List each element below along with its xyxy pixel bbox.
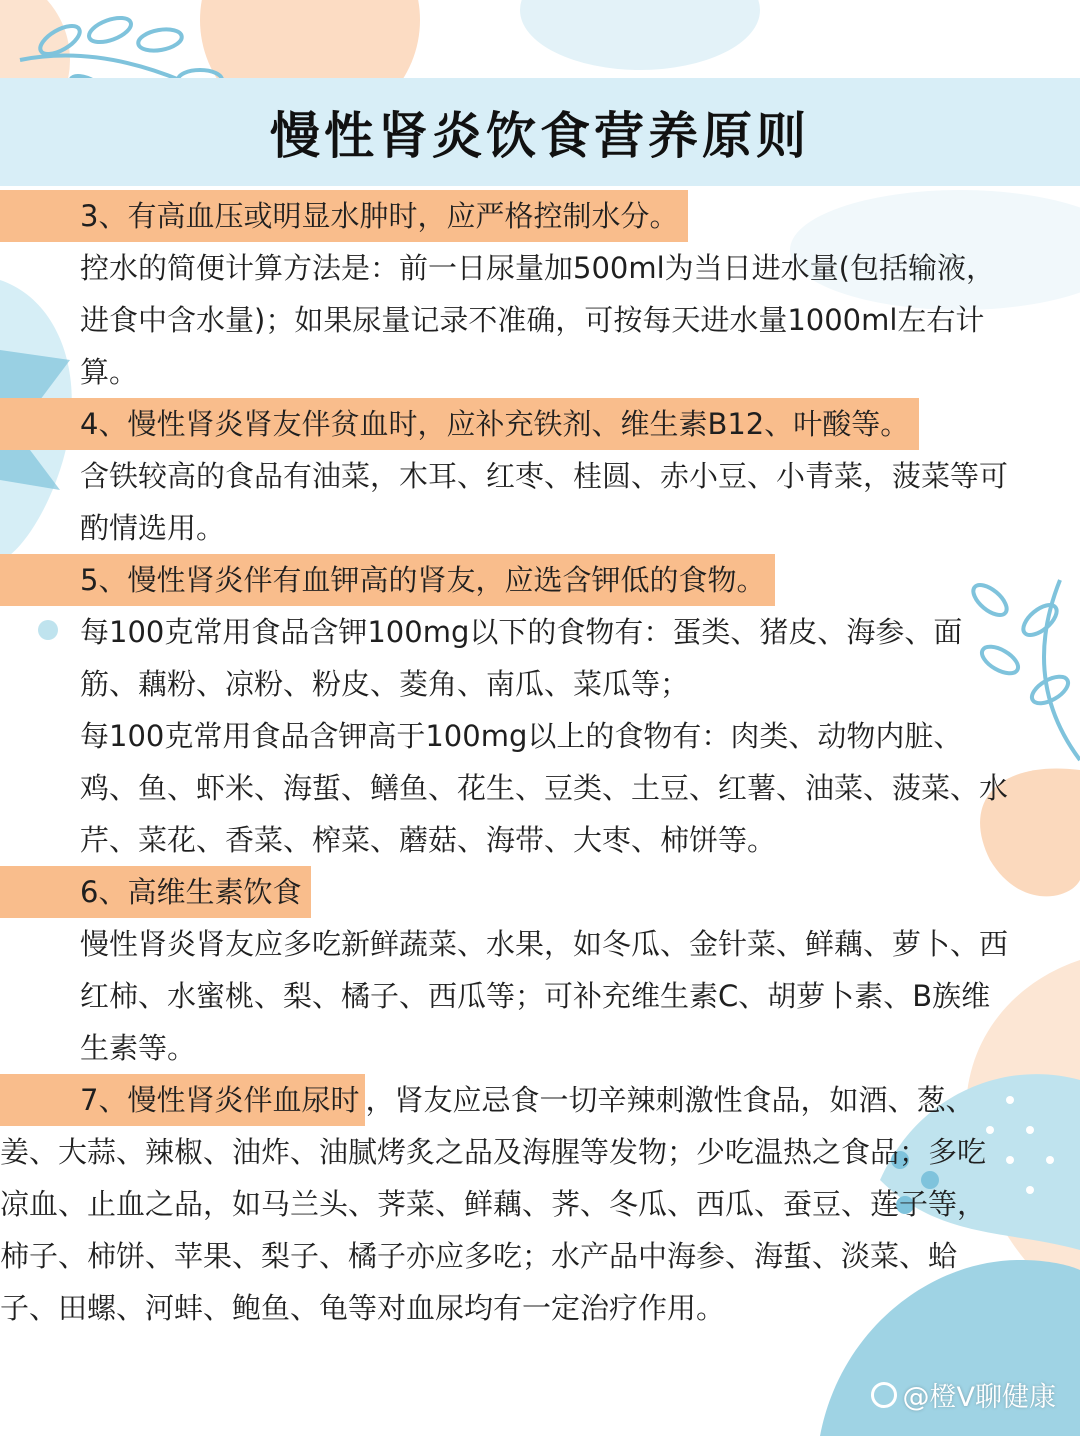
section-7 [0, 1074, 1080, 1334]
article-content [0, 190, 1080, 1334]
section-3 [0, 190, 1080, 398]
section-heading: 7、慢性肾炎伴血尿时 [0, 1074, 365, 1126]
section-paragraph: 每100克常用食品含钾高于100mg以上的食物有：肉类、动物内脏、鸡、鱼、虾米、海蜇、鳝鱼、花生、豆类、土豆、红薯、油菜、菠菜、水芹、菜花、香菜、榨菜、蘑菇、海带、大枣、柿饼等。 [80, 719, 1009, 857]
section-7-body [0, 1074, 1080, 1334]
light-blue-blob-top [520, 0, 760, 70]
title-banner [0, 78, 1080, 186]
section-heading: 4、慢性肾炎肾友伴贫血时，应补充铁剂、维生素B12、叶酸等。 [0, 398, 919, 450]
section-paragraph: 控水的简便计算方法是：前一日尿量加500ml为当日进水量(包括输液，进食中含水量)；如果尿量记录不准确，可按每天进水量1000ml左右计算。 [80, 251, 995, 389]
section-6 [0, 866, 1080, 1074]
section-paragraph: 含铁较高的食品有油菜，木耳、红枣、桂圆、赤小豆、小青菜，菠菜等可酌情选用。 [80, 459, 1009, 545]
section-4 [0, 398, 1080, 554]
watermark [871, 1375, 1056, 1414]
watermark-logo-icon [871, 1382, 897, 1408]
watermark-text: @橙V聊健康 [902, 1382, 1056, 1413]
section-heading: 3、有高血压或明显水肿时，应严格控制水分。 [0, 190, 688, 242]
section-paragraph: 慢性肾炎肾友应多吃新鲜蔬菜、水果，如冬瓜、金针菜、鲜藕、萝卜、西红柿、水蜜桃、梨、橘子、西瓜等；可补充维生素C、胡萝卜素、B族维生素等。 [80, 927, 1009, 1065]
section-paragraph: ，肾友应忌食一切辛辣刺激性食品，如酒、葱、姜、大蒜、辣椒、油炸、油腻烤炙之品及海腥等发物；少吃温热之食品；多吃凉血、止血之品，如马兰头、荠菜、鲜藕、荠、冬瓜、西瓜、蚕豆、莲子等，柿子、柿饼、苹果、梨子、橘子亦应多吃；水产品中海参、海蜇、淡菜、蛤子、田螺、河蚌、鲍鱼、龟等对血尿均有一定治疗作用。 [0, 1083, 987, 1325]
section-heading: 5、慢性肾炎伴有血钾高的肾友，应选含钾低的食物。 [0, 554, 775, 606]
section-heading: 6、高维生素饮食 [0, 866, 311, 918]
section-paragraph: 每100克常用食品含钾100mg以下的食物有：蛋类、猪皮、海参、面筋、藕粉、凉粉、粉皮、菱角、南瓜、菜瓜等； [80, 615, 963, 701]
page-title: 慢性肾炎饮食营养原则 [270, 107, 810, 165]
section-5 [0, 554, 1080, 866]
